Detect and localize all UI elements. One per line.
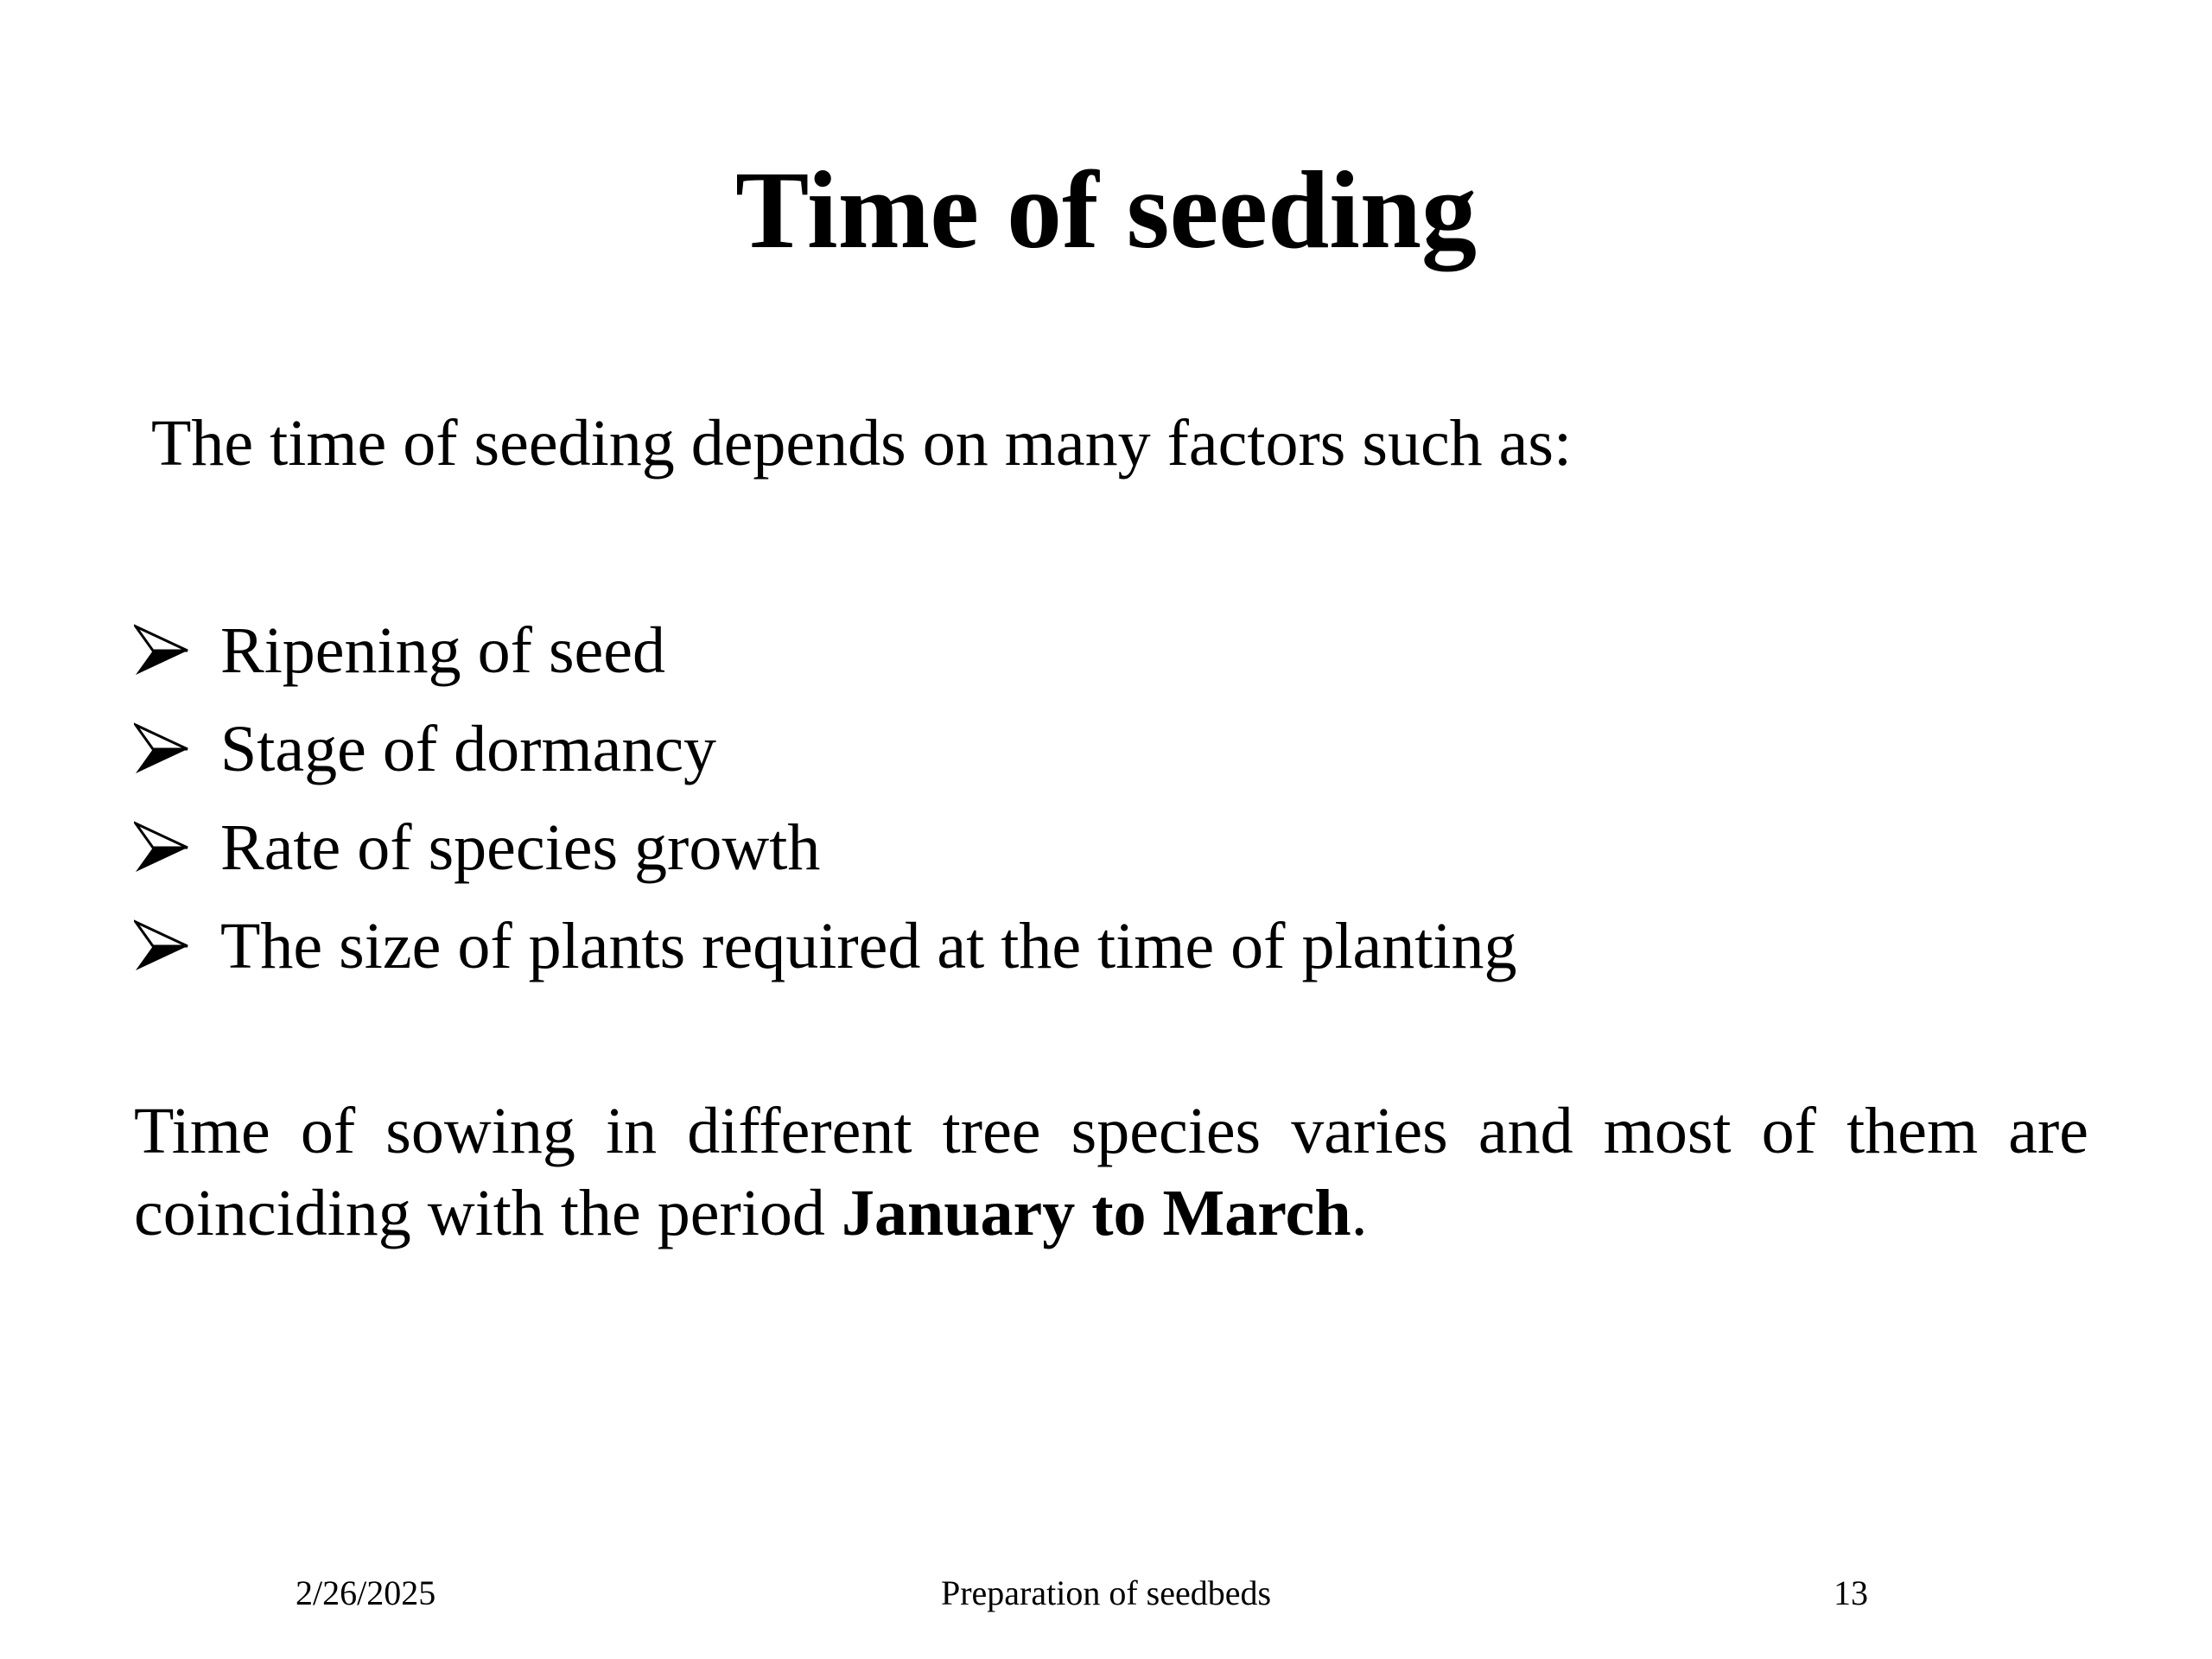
paragraph-bold-period: January to March [841,1177,1351,1249]
bullet-label: Stage of dormancy [220,713,717,785]
list-item [134,798,1517,897]
paragraph-end: . [1351,1177,1368,1249]
footer-page-number: 13 [1834,1573,1868,1612]
list-item [134,700,1517,798]
arrowhead-bullet-icon [134,623,189,678]
intro-text: The time of seeding depends on many factors such as: [151,407,1573,480]
footer-date: 2/26/2025 [296,1573,436,1612]
bullet-label: The size of plants required at the time of planting [220,910,1517,982]
bullet-list [134,601,1517,995]
bullet-label: Ripening of seed [220,614,666,687]
arrowhead-bullet-icon [134,721,189,777]
list-item [134,601,1517,700]
paragraph-text: Time of sowing in different tree species varies and most of them are coinciding with the period [134,1095,2088,1249]
footer-title: Preparation of seedbeds [940,1573,1272,1612]
arrowhead-bullet-icon [134,918,189,974]
list-item [134,897,1517,995]
arrowhead-bullet-icon [134,820,189,875]
body-paragraph [134,1090,2088,1255]
slide-title: Time of seeding [734,149,1478,271]
bullet-label: Rate of species growth [220,811,821,884]
